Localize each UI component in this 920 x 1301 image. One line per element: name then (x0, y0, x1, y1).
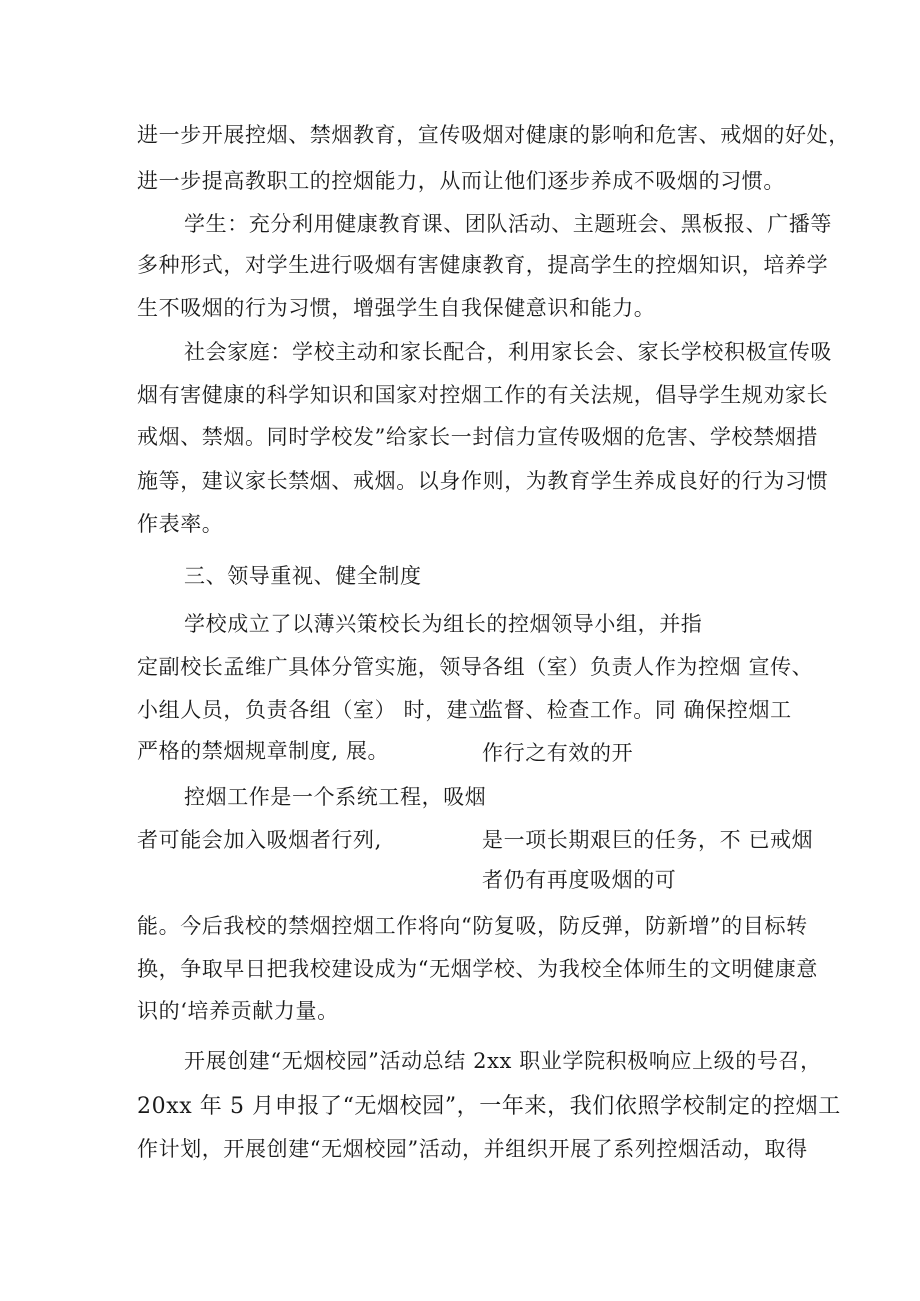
text-line: 20xx 年 5 月申报了“无烟校园”，一年来，我们依照学校制定的控烟工 (137, 1094, 841, 1119)
text-line-left-column: 严格的禁烟规章制度, 展。 (137, 739, 390, 763)
text-line-left-column: 控烟工作是一个系统工程，吸烟 (184, 785, 487, 809)
text-line: 能。今后我校的禁烟控烟工作将向“防复吸，防反弹，防新增”的目标转 (137, 914, 808, 938)
text-line: 作计划，开展创建“无烟校园”活动，并组织开展了系列控烟活动，取得 (137, 1137, 808, 1161)
text-line: 施等，建议家长禁烟、戒烟。以身作则，为教育学生养成良好的行为习惯 (137, 469, 829, 493)
text-line: 学校成立了以薄兴策校长为组长的控烟领导小组，并指 (184, 612, 703, 636)
text-line: 作表率。 (137, 512, 224, 536)
text-line: 社会家庭：学校主动和家长配合，利用家长会、家长学校积极宣传吸 (184, 340, 832, 364)
text-line: 识的‘培养贡献力量。 (137, 999, 339, 1023)
section-heading: 三、领导重视、健全制度 (184, 564, 422, 588)
text-line: 进一步提高教职工的控烟能力，从而让他们逐步养成不吸烟的习惯。 (137, 169, 785, 193)
text-line-right-column: 作行之有效的开 (482, 741, 634, 765)
text-line: 换，争取早日把我校建设成为“无烟学校、为我校全体师生的文明健康意 (137, 957, 818, 981)
text-line-left-column: 者可能会加入吸烟者行列, (137, 828, 382, 852)
text-line-right-column: 是一项长期艰巨的任务，不 已戒烟 (482, 828, 814, 852)
text-line: 烟有害健康的科学知识和国家对控烟工作的有关法规，倡导学生规劝家长 (137, 383, 829, 407)
text-line-right-column: 者仍有再度吸烟的可 (482, 868, 677, 892)
text-line: 进一步开展控烟、禁烟教育，宣传吸烟对健康的影响和危害、戒烟的好处， (137, 123, 850, 147)
text-line: 开展创建“无烟校园”活动总结 2xx 职业学院积极响应上级的号召， (184, 1049, 822, 1073)
text-line-right-column: 各组（室）负责人作为控烟 宣传、 (482, 655, 814, 679)
text-line: 戒烟、禁烟。同时学校发”给家长一封信力宣传吸烟的危害、学校禁烟措 (137, 425, 818, 449)
text-line-right-column: 监督、检查工作。同 确保控烟工 (482, 698, 792, 722)
text-line: 生不吸烟的行为习惯，增强学生自我保健意识和能力。 (137, 296, 656, 320)
text-line: 学生：充分利用健康教育课、团队活动、主题班会、黑板报、广播等 (184, 212, 832, 236)
text-line-left-column: 定副校长孟维广具体分管实施，领导 (137, 655, 483, 679)
text-line-left-column: 小组人员，负责各组（室） 时，建立 (137, 698, 490, 722)
text-line: 多种形式，对学生进行吸烟有害健康教育，提高学生的控烟知识，培养学 (137, 253, 829, 277)
